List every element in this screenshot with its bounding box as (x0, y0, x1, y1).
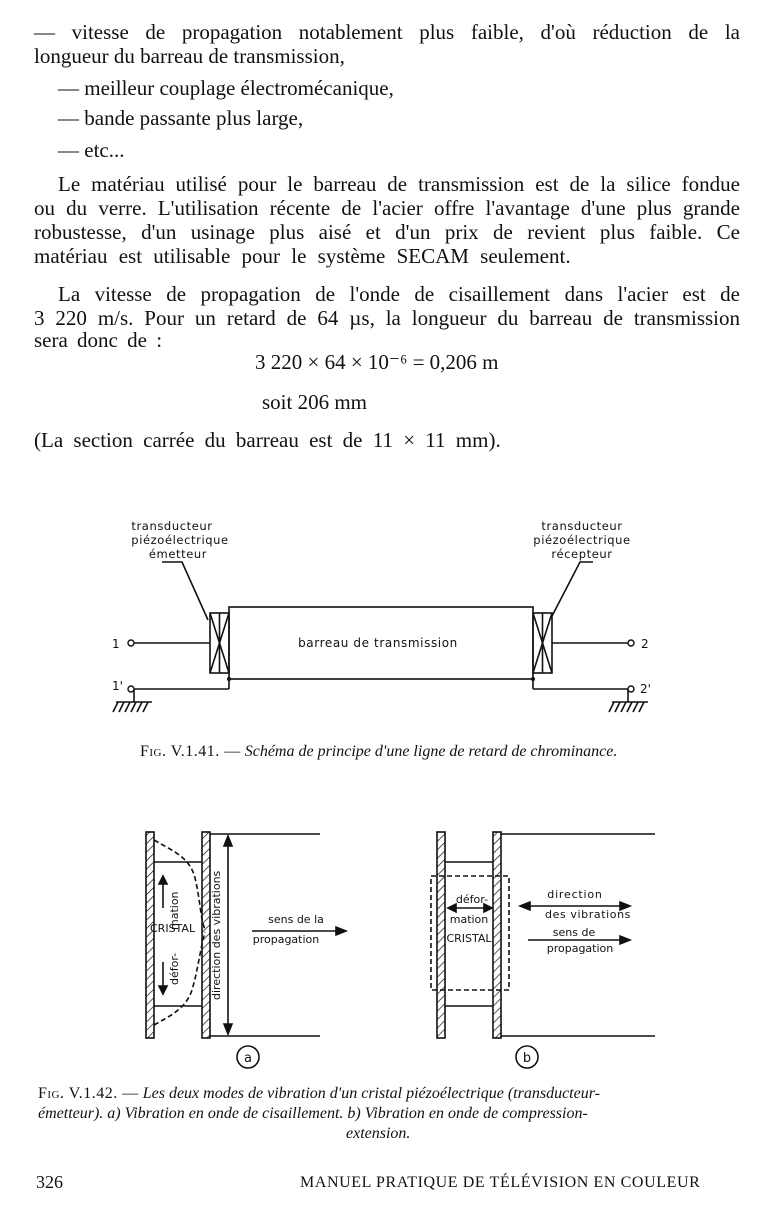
figure-42-number: Fig. V.1.42. — (38, 1085, 139, 1102)
terminal-2 (628, 640, 634, 646)
paragraph-4: (La section carrée du barreau est de 11 × 11 mm). (34, 428, 501, 452)
b-sens-label-2: propagation (546, 942, 614, 955)
b-deformation-label-2: mation (449, 913, 489, 926)
diagram-a-marker: a (244, 1051, 252, 1066)
page-number: 326 (36, 1172, 63, 1192)
terminal-label-2-prime: 2' (640, 682, 651, 696)
figure-delay-line (0, 510, 760, 730)
figure-41-number: Fig. V.1.41. — (140, 743, 241, 760)
b-cristal-label: CRISTAL (446, 932, 492, 945)
a-sens-label-1: sens de la (268, 913, 324, 926)
list-item-2: — meilleur couplage électromécanique, (58, 76, 394, 100)
terminal-2-prime (628, 686, 634, 692)
equation: 3 220 × 64 × 10⁻⁶ = 0,206 m (255, 350, 499, 374)
terminal-label-1-prime: 1' (112, 679, 123, 693)
figure-41-caption (140, 742, 617, 761)
terminal-1 (128, 640, 134, 646)
paragraph-2-line-2: ou du verre. L'utilisation récente de l'acier offre l'avantage d'une plus grande (34, 196, 740, 220)
figure-42-caption-line-3: extension. (346, 1125, 411, 1142)
paragraph-2-line-3: robustesse, d'un usinage plus aisé et d'un prix de revient plus faible. Ce (34, 220, 740, 244)
a-deformation-top: mation (168, 891, 181, 930)
a-deformation-bottom: défor- (168, 952, 181, 985)
bar-label: barreau de transmission (298, 636, 458, 650)
terminal-label-1: 1 (112, 637, 120, 651)
list-item-3: — bande passante plus large, (58, 106, 304, 130)
terminal-1-prime (128, 686, 134, 692)
a-cristal-label: CRISTAL (150, 922, 196, 935)
equation-result: soit 206 mm (262, 390, 368, 414)
b-sens-label-1: sens de (552, 926, 596, 939)
b-direction-label-1: direction (547, 888, 603, 901)
receiver-label-2: piézoélectrique (533, 533, 631, 547)
b-direction-label-2: des vibrations (545, 908, 631, 921)
a-direction-label: direction des vibrations (210, 870, 223, 1000)
list-item-4: — etc... (58, 138, 125, 162)
paragraph-3-line-1: La vitesse de propagation de l'onde de cisaillement dans l'acier est de (58, 282, 740, 306)
b-deformation-label-1: défor- (455, 893, 489, 906)
terminal-label-2: 2 (641, 637, 649, 651)
emitter-label-3: émetteur (148, 547, 208, 561)
paragraph-2-line-1: Le matériau utilisé pour le barreau de transmission est de la silice fondue (58, 172, 740, 196)
figure-42-caption-line-1 (38, 1084, 600, 1103)
a-sens-label-2: propagation (252, 933, 320, 946)
diagram-a-shear (146, 832, 346, 1068)
figure-42-caption-line-2: émetteur). a) Vibration en onde de cisaillement. b) Vibration en onde de compression- (38, 1105, 588, 1122)
diagram-b-marker: b (522, 1051, 532, 1066)
emitter-label-2: piézoélectrique (131, 533, 229, 547)
receiver-label-3: récepteur (551, 547, 613, 561)
figure-41-text: Schéma de principe d'une ligne de retard de chrominance. (244, 743, 618, 760)
receiver-label-1: transducteur (541, 519, 623, 533)
figure-42-text-1: Les deux modes de vibration d'un cristal piézoélectrique (transducteur- (142, 1085, 600, 1102)
emitter-label-1: transducteur (131, 519, 213, 533)
paragraph-3-line-2: 3 220 m/s. Pour un retard de 64 µs, la longueur du barreau de transmission (34, 306, 740, 330)
paragraph-2-line-4: matériau est utilisable pour le système SECAM seulement. (34, 244, 571, 268)
list-item-1: — vitesse de propagation notablement plus faible, d'où réduction de la (34, 20, 740, 44)
list-item-1-cont: longueur du barreau de transmission, (34, 44, 345, 68)
diagram-b-compression (431, 832, 655, 1068)
paragraph-3-line-3: sera donc de : (34, 328, 163, 352)
figure-vibration-modes (0, 820, 760, 1075)
running-footer-title: MANUEL PRATIQUE DE TÉLÉVISION EN COULEUR (300, 1174, 701, 1191)
